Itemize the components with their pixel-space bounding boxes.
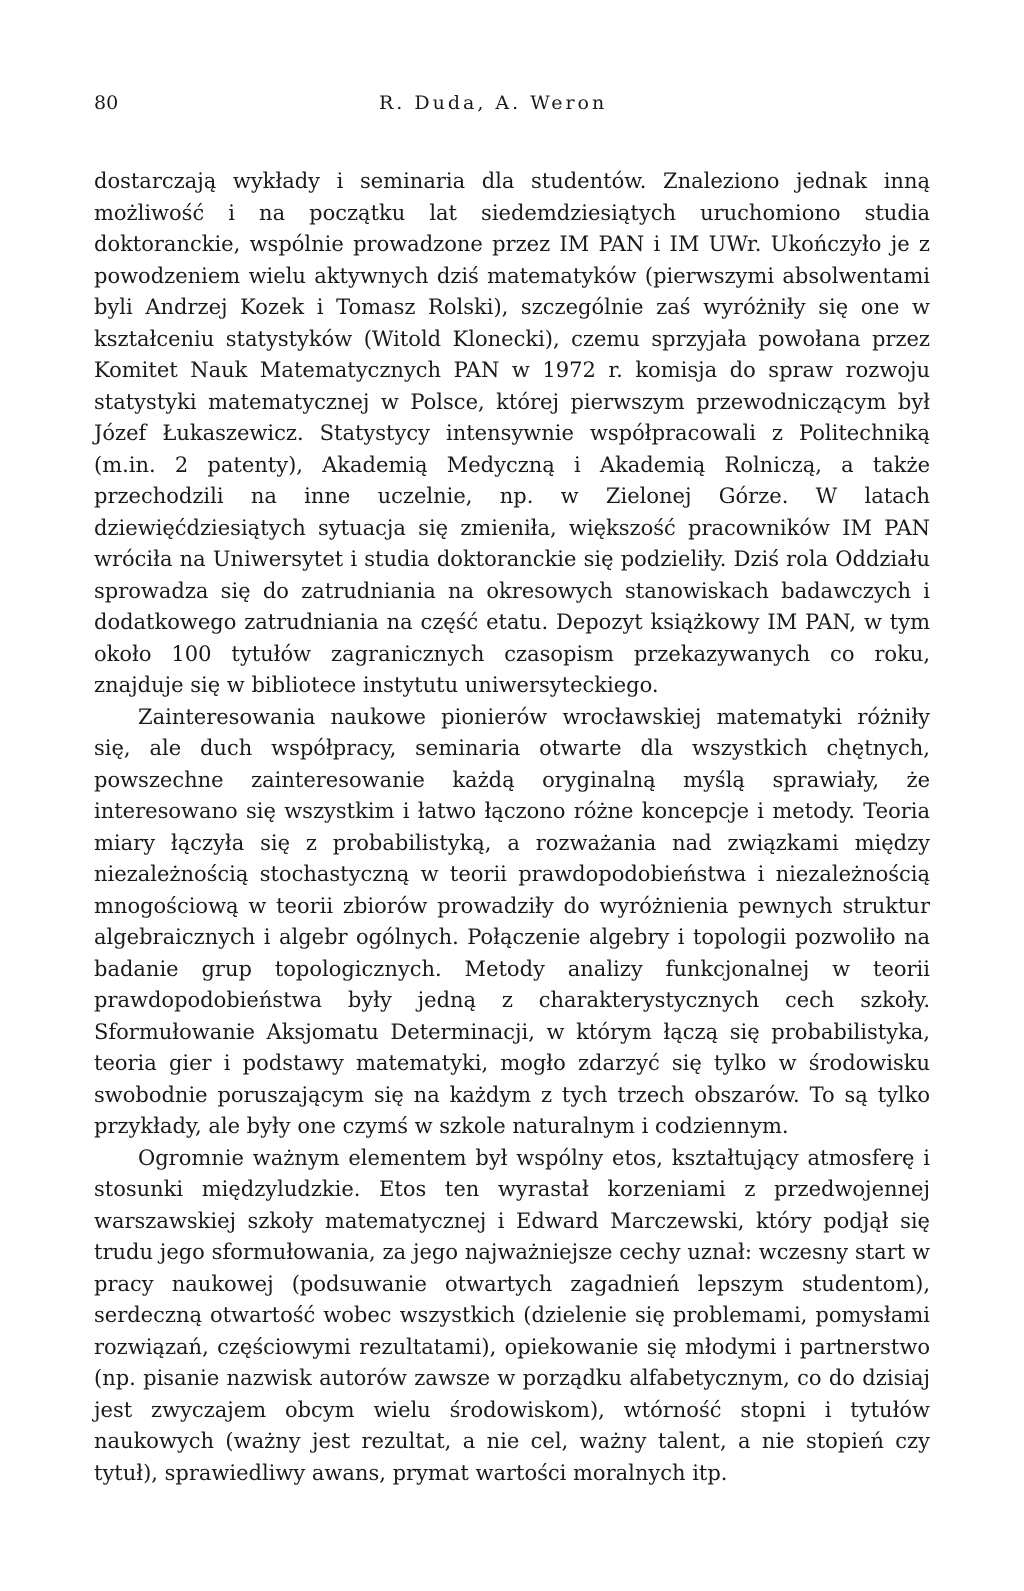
page-number: 80 [94, 92, 119, 114]
paragraph-research-interests: Zainteresowania naukowe pionierów wrocławskiej matematyki różniły się, ale duch współpracy, seminaria otwarte dla wszystkich chętnych, powszechne zainteresowanie każdą oryginalną myślą sprawiały, że interesowano się wszystkim i łatwo łączono różne koncepcje i metody. Teoria miary łączyła się z probabilistyką, a rozważania nad związkami między niezależnością stochastyczną w teorii prawdopodobieństwa i niezależnością mnogościową w teorii zbiorów prowadziły do wyróżnienia pewnych struktur algebraicznych i algebr ogólnych. Połączenie algebry i topologii pozwoliło na badanie grup topologicznych. Metody analizy funkcjonalnej w teorii prawdopodobieństwa były jedną z charakterystycznych cech szkoły. Sformułowanie Aksjomatu Determinacji, w którym łączą się probabilistyka, teoria gier i podstawy matematyki, mogło zdarzyć się tylko w środowisku swobodnie poruszającym się na każdym z tych trzech obszarów. To są tylko przykłady, ale były one czymś w szkole naturalnym i codziennym. [94, 704, 930, 1138]
body-text [94, 166, 930, 1489]
paragraph-continuation: dostarczają wykłady i seminaria dla studentów. Znaleziono jednak inną możliwość i na początku lat siedemdziesiątych uruchomiono studia doktoranckie, wspólnie prowadzone przez IM PAN i IM UWr. Ukończyło je z powodzeniem wielu aktywnych dziś matematyków (pierwszymi absolwentami byli Andrzej Kozek i Tomasz Rolski), szczególnie zaś wyróżniły się one w kształceniu statystyków (Witold Klonecki), czemu sprzyjała powołana przez Komitet Nauk Matematycznych PAN w 1972 r. komisja do spraw rozwoju statystyki matematycznej w Polsce, której pierwszym przewodniczącym był Józef Łukaszewicz. Statystycy intensywnie współpracowali z Politechniką (m.in. 2 patenty), Akademią Medyczną i Akademią Rolniczą, a także przechodzili na inne uczelnie, np. w Zielonej Górze. W latach dziewięćdziesiątych sytuacja się zmieniła, większość pracowników IM PAN wróciła na Uniwersytet i studia doktoranckie się podzieliły. Dziś rola Oddziału sprowadza się do zatrudniania na okresowych stanowiskach badawczych i dodatkowego zatrudniania na część etatu. Depozyt książkowy IM PAN, w tym około 100 tytułów zagranicznych czasopism przekazywanych co roku, znajduje się w bibliotece instytutu uniwersyteckiego. [94, 169, 930, 697]
paragraph-ethos: Ogromnie ważnym elementem był wspólny etos, kształtujący atmosferę i stosunki międzyludzkie. Etos ten wyrastał korzeniami z przedwojennej warszawskiej szkoły matematycznej i Edward Marczewski, który podjął się trudu jego sformułowania, za jego najważniejsze cechy uznał: wczesny start w pracy naukowej (podsuwanie otwartych zagadnień lepszym studentom), serdeczną otwartość wobec wszystkich (dzielenie się problemami, pomysłami rozwiązań, częściowymi rezultatami), opiekowanie się młodymi i partnerstwo (np. pisanie nazwisk autorów zawsze w porządku alfabetycznym, co do dzisiaj jest zwyczajem obcym wielu środowiskom), wtórność stopni i tytułów naukowych (ważny jest rezultat, a nie cel, ważny talent, a nie stopień czy tytuł), sprawiedliwy awans, prymat wartości moralnych itp. [94, 1145, 930, 1485]
running-head: R. Duda, A. Weron [379, 92, 608, 114]
page-header [94, 88, 930, 118]
